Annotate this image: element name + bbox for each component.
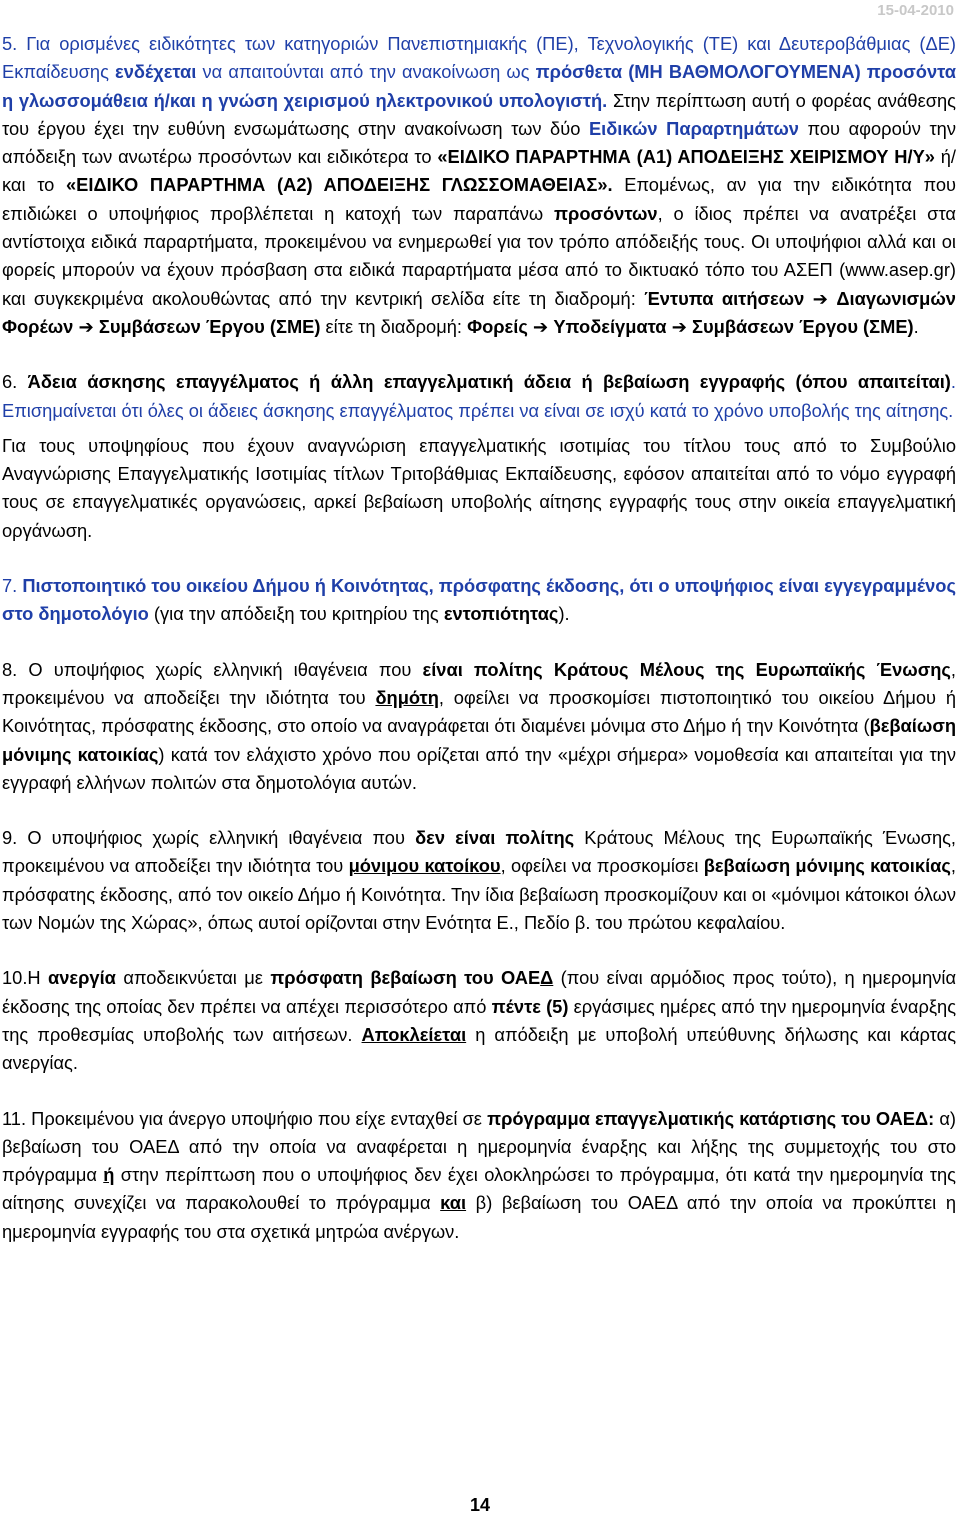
text: Προκειμένου για άνεργο υποψήφιο που είχε ενταχθεί σε — [26, 1107, 488, 1129]
item-number: 7. — [2, 575, 18, 597]
text: που αφορούν την απόδειξη των ανωτέρω προσόντων και ειδικότερα το — [2, 117, 956, 168]
text: Ο υποψήφιος χωρίς ελληνική ιθαγένεια που — [17, 827, 416, 849]
text: Η — [27, 967, 49, 989]
bold-text: Ειδικών Παραρτημάτων — [588, 117, 799, 139]
underlined-bold-text: Δ — [540, 967, 554, 989]
underlined-bold-text: και — [440, 1192, 467, 1214]
item-number: 11. — [2, 1107, 27, 1129]
text: β) βεβαίωση του ΟΑΕΔ από την οποία να προκύπτει η ημερομηνία εγγραφής του στα σχετικά μητρώα ανέργων. — [2, 1192, 956, 1242]
text: , οφείλει να προσκομίσει πιστοποιητικό του οικείου Δήμου ή Κοινότητας, πρόσφατης έκδοσης, στο οποίο να αναγράφεται ότι διαμένει μόνιμα στο Δήμο ή την Κοινότητα ( — [2, 686, 956, 737]
text: (που είναι αρμόδιος προς τούτο), η ημερομηνία έκδοσης της οποίας δεν πρέπει να απέχει περισσότερο από — [2, 967, 957, 1017]
text: . — [913, 315, 919, 337]
text: . Επισημαίνεται ότι όλες οι άδειες άσκησης επαγγέλματος πρέπει να είναι σε ισχύ κατά το χρόνο υποβολής της αίτησης. — [2, 371, 956, 421]
bold-text: πρόσφατη βεβαίωση του ΟΑΕ — [270, 967, 541, 989]
paragraph-item-6 — [2, 368, 956, 425]
text: Επομένως, αν για την ειδικότητα που επιδιώκει ο υποψήφιος προβλέπεται η κατοχή των παραπάνω — [2, 174, 956, 224]
paragraph-item-5 — [2, 30, 956, 341]
underlined-bold-text: ή — [103, 1164, 115, 1186]
item-number: 5. — [2, 33, 18, 54]
paragraph-item-6-continued: Για τους υποψηφίους που έχουν αναγνώριση επαγγελματικής ισοτιμίας του τίτλου τους από το Συμβούλιο Αναγνώρισης Επαγγελματικής Ισοτιμίας τίτλων Τριτοβάθμιας Εκπαίδευσης, εφόσον απαιτείται από το νόμο εγγραφή τους σε επαγγελματικές οργανώσεις, αρκεί βεβαίωση υποβολής αίτησης εγγραφής τους στην οικεία επαγγελματική οργάνωση. — [2, 434, 956, 541]
text: , πρόσφατης έκδοσης, από τον οικείο Δήμο ή Κοινότητα. Την ίδια βεβαίωση προσκομίζουν και οι «μόνιμοι κάτοικοι όλων των Νομών της Χώρας», όπως αυτοί ορίζονται στην Ενότητα Ε., Πεδίο β. του πρώτου κεφαλαίου. — [2, 855, 956, 934]
text: α) βεβαίωση του ΟΑΕΔ από την οποία να αναφέρεται η ημερομηνία έναρξης και λήξης της συμμετοχής του στο πρόγραμμα — [2, 1107, 956, 1186]
bold-text: ενδέχεται — [115, 61, 197, 83]
text: (για την απόδειξη του κριτηρίου της — [148, 603, 444, 625]
text: ) κατά τον ελάχιστο χρόνο που ορίζεται από την «μέχρι σήμερα» νομοθεσία και απαιτείται για την εγγραφή ελλήνων πολιτών στα δημοτολόγια αυτών. — [2, 743, 956, 793]
bold-text: προσόντων — [554, 202, 658, 224]
bold-text: βεβαίωση μόνιμης κατοικίας — [703, 855, 951, 877]
text: , προκειμένου να αποδείξει την ιδιότητα του — [2, 658, 956, 708]
text: να απαιτούνται από την ανακοίνωση ως — [196, 61, 536, 83]
bold-text: πρόγραμμα επαγγελματικής κατάρτισης του ΟΑΕΔ: — [487, 1107, 935, 1129]
text: , ο ίδιος πρέπει να ανατρέξει στα αντίστοιχα ειδικά παραρτήματα, προκειμένου να ενημερωθεί για τον τρόπο απόδειξής τους. Οι υποψήφιοι αλλά και οι φορείς μπορούν να έχουν πρόσβαση στα ειδικά παραρτήματα μέσα από το δικτυακό τόπο του ΑΣΕΠ (www.asep.gr) και συγκεκριμένα ακολουθώντας από την κεντρική σελίδα είτε τη διαδρομή: — [2, 202, 956, 309]
bold-text: Πιστοποιητικό του οικείου Δήμου ή Κοινότητας, πρόσφατης έκδοσης, ότι ο υποψήφιος είναι εγγεγραμμένος στο δημοτολόγιο — [2, 575, 956, 625]
bold-text: εντοπιότητας — [443, 603, 559, 625]
path-step: Υποδείγματα — [553, 315, 667, 337]
path-step: Συμβάσεων Έργου (ΣΜΕ) — [692, 315, 914, 337]
path-step: Διαγωνισμών Φορέων — [2, 287, 956, 337]
text: , οφείλει να προσκομίσει — [500, 855, 704, 877]
item-number: 6. — [2, 371, 18, 393]
bold-text: Άδεια άσκησης επαγγέλματος ή άλλη επαγγελματική άδεια ή βεβαίωση εγγραφής (όπου απαιτείται) — [27, 371, 951, 393]
paragraph-item-11 — [2, 1105, 956, 1246]
underlined-bold-text: Αποκλείεται — [361, 1023, 467, 1045]
page-number: 14 — [469, 1495, 491, 1515]
text: Για ορισμένες ειδικότητες των κατηγοριών Πανεπιστημιακής (ΠΕ), Τεχνολογικής (ΤΕ) και Δευτεροβάθμιας (ΔΕ) Εκπαίδευσης — [2, 33, 956, 83]
bold-text: πρόσθετα (ΜΗ ΒΑΘΜΟΛΟΓΟΥΜΕΝΑ) προσόντα η γλωσσομάθεια ή/και η γνώση χειρισμού ηλεκτρονικού υπολογιστή. — [2, 61, 956, 111]
header-date: 15-04-2010 — [877, 2, 954, 19]
paragraph-item-7 — [2, 572, 956, 629]
bold-text: «ΕΙΔΙΚΟ ΠΑΡΑΡΤΗΜΑ (Α1) ΑΠΟΔΕΙΞΗΣ ΧΕΙΡΙΣΜΟΥ Η/Υ» — [437, 146, 935, 168]
text: Ο υποψήφιος χωρίς ελληνική ιθαγένεια που — [17, 658, 423, 680]
bold-text: δεν είναι πολίτης — [415, 827, 575, 849]
item-number: 9. — [2, 827, 18, 849]
text: ή/και το — [2, 146, 956, 196]
arrow-right-icon: ➔ — [78, 315, 94, 337]
underlined-bold-text: μόνιμου κατοίκου — [348, 855, 501, 877]
text: εργάσιμες ημέρες από την ημερομηνία έναρξης της προθεσμίας υποβολής των αιτήσεων. — [2, 995, 957, 1045]
arrow-right-icon: ➔ — [671, 315, 687, 337]
path-step: Έντυπα αιτήσεων — [644, 287, 805, 309]
bold-text: πέντε (5) — [491, 995, 569, 1017]
text: στην περίπτωση που ο υποψήφιος δεν έχει ολοκληρώσει το πρόγραμμα, ότι κατά την ημερομηνία της αίτησης συνεχίζει να παρακολουθεί το πρόγραμμα — [2, 1164, 956, 1214]
text: Κράτους Μέλους της Ευρωπαϊκής Ένωσης, προκειμένου να αποδείξει την ιδιότητα του — [2, 827, 957, 877]
text: η απόδειξη με υποβολή υπεύθυνης δήλωσης και κάρτας ανεργίας. — [2, 1023, 957, 1074]
item-number: 8. — [2, 658, 18, 680]
text: Στην περίπτωση αυτή ο φορέας ανάθεσης του έργου έχει την ευθύνη ενσωμάτωσης στην ανακοίνωση των δύο — [2, 89, 956, 139]
bold-text: ανεργία — [48, 967, 116, 989]
paragraph-item-9 — [2, 824, 956, 937]
text: ). — [558, 603, 570, 625]
paragraph-item-8 — [2, 656, 956, 797]
arrow-right-icon: ➔ — [532, 315, 549, 337]
document-body — [2, 30, 956, 1273]
path-step: Συμβάσεων Έργου (ΣΜΕ) — [98, 315, 321, 337]
item-number: 10. — [2, 967, 28, 989]
text: αποδεικνύεται με — [115, 967, 271, 989]
text: είτε τη διαδρομή: — [320, 315, 468, 337]
path-step: Φορείς — [467, 315, 528, 337]
underlined-bold-text: δημότη — [375, 686, 439, 708]
paragraph-item-10 — [2, 964, 956, 1077]
arrow-right-icon: ➔ — [812, 287, 828, 309]
bold-text: «ΕΙΔΙΚΟ ΠΑΡΑΡΤΗΜΑ (Α2) ΑΠΟΔΕΙΞΗΣ ΓΛΩΣΣΟΜΑΘΕΙΑΣ». — [66, 174, 613, 196]
bold-text: είναι πολίτης Κράτους Μέλους της Ευρωπαϊκής Ένωσης — [422, 658, 951, 680]
bold-text: βεβαίωση μόνιμης κατοικίας — [2, 715, 956, 765]
